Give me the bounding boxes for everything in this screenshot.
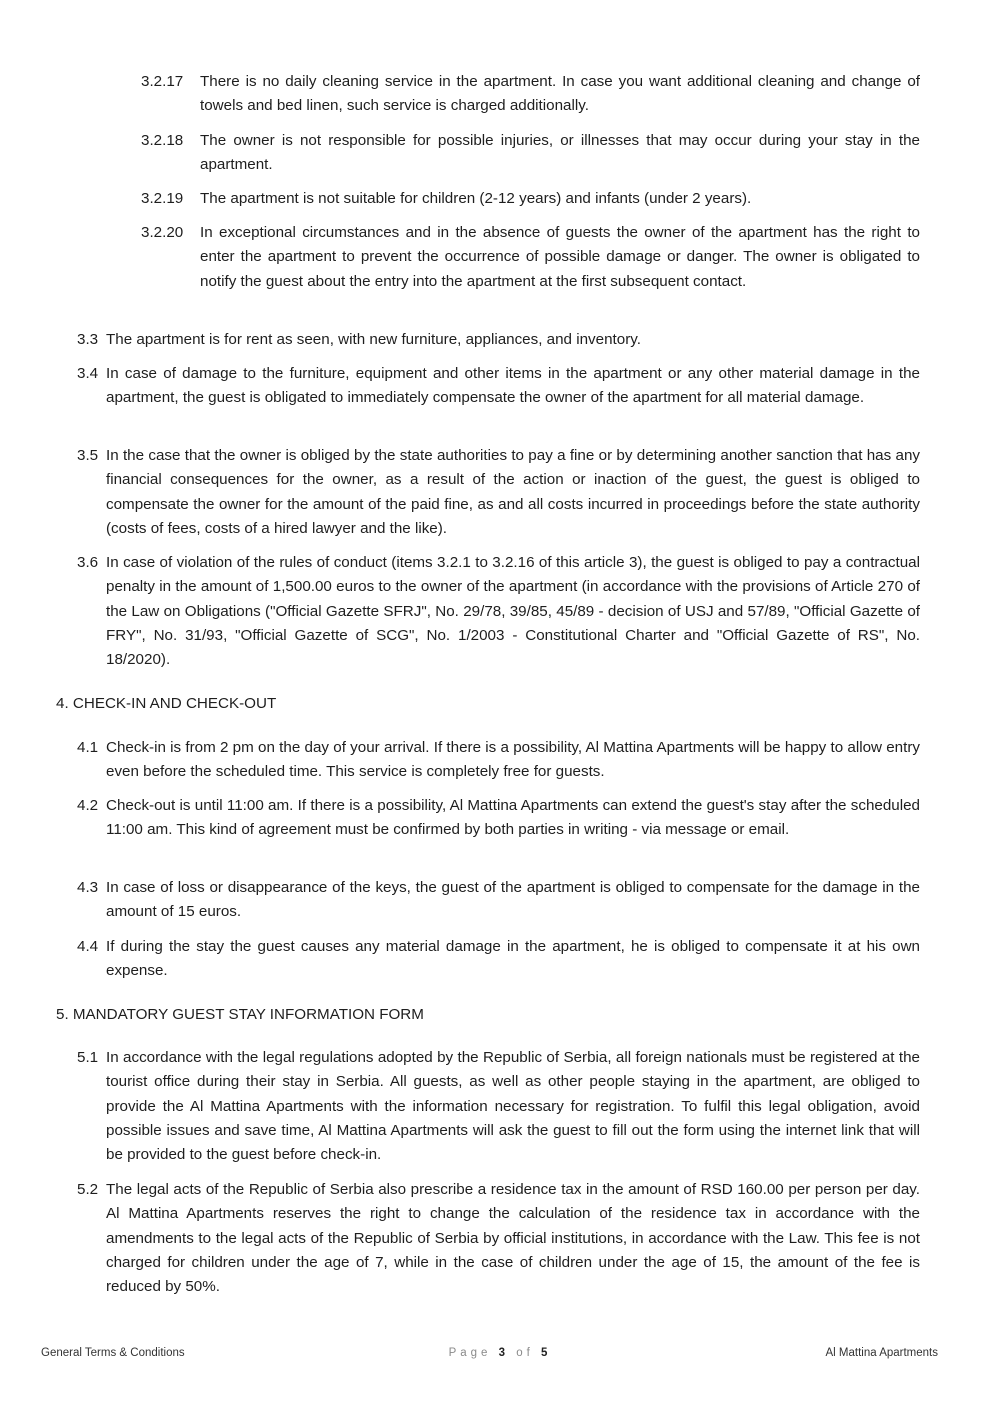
page-of: of [516, 1347, 534, 1359]
clause-number: 3.4 [77, 365, 99, 382]
page-word: Page [448, 1347, 492, 1359]
clause-4-1 [77, 736, 920, 785]
clause-number: 4.3 [77, 879, 99, 896]
clause-text: In case of damage to the furniture, equipment and other items in the apartment or any other material damage in the apartment, the guest is obligated to immediately compensate the owner of the apartment for all material damage. [106, 365, 920, 407]
clause-text: Check-in is from 2 pm on the day of your arrival. If there is a possibility, Al Mattina Apartments will be happy to allow entry even before the scheduled time. This service is completely free for guests. [106, 739, 920, 781]
clause-5-2 [77, 1178, 920, 1299]
clause-3-5 [77, 444, 920, 541]
clause-text: In the case that the owner is obliged by the state authorities to pay a fine or by determining another sanction that has any financial consequences for the owner, as a result of the action or inaction of the guest, the guest is obliged to compensate the owner for the amount of the paid fine, as and all costs incurred in proceedings before the state authority (costs of fees, costs of a hired lawyer and the like). [106, 447, 920, 537]
clause-3-4 [77, 362, 920, 411]
clause-number: 3.5 [77, 447, 99, 464]
clause-number: 3.2.19 [141, 190, 184, 207]
clause-text: There is no daily cleaning service in the apartment. In case you want additional cleaning and change of towels and bed linen, such service is charged additionally. [200, 73, 920, 115]
clause-3-2-19 [141, 187, 920, 211]
page-total: 5 [541, 1347, 552, 1359]
clause-number: 5.1 [77, 1049, 99, 1066]
clause-text: In accordance with the legal regulations adopted by the Republic of Serbia, all foreign nationals must be registered at the tourist office during their stay in Serbia. All guests, as well as other people staying in the apartment, are obliged to provide the Al Mattina Apartments with the information necessary for registration. To fulfil this legal obligation, avoid possible issues and save time, Al Mattina Apartments will ask the guest to fill out the form using the internet link that will be provided to the guest before check-in. [106, 1049, 920, 1164]
clause-3-3 [77, 328, 920, 352]
clause-number: 3.2.17 [141, 73, 184, 90]
footer-company-name: Al Mattina Apartments [825, 1347, 938, 1359]
footer-document-title: General Terms & Conditions [41, 1347, 185, 1359]
clause-3-2-17 [141, 70, 920, 119]
section-heading-5: 5. MANDATORY GUEST STAY INFORMATION FORM [56, 1006, 424, 1023]
clause-text: The owner is not responsible for possible injuries, or illnesses that may occur during your stay in the apartment. [200, 132, 920, 174]
clause-text: Check-out is until 11:00 am. If there is a possibility, Al Mattina Apartments can extend the guest's stay after the scheduled 11:00 am. This kind of agreement must be confirmed by both parties in writing - via message or email. [106, 797, 920, 839]
clause-number: 3.2.18 [141, 132, 184, 149]
clause-number: 4.1 [77, 739, 99, 756]
clause-number: 3.6 [77, 554, 99, 571]
clause-4-3 [77, 876, 920, 925]
clause-4-4 [77, 935, 920, 984]
clause-number: 5.2 [77, 1181, 99, 1198]
clause-text: In case of violation of the rules of conduct (items 3.2.1 to 3.2.16 of this article 3), the guest is obliged to pay a contractual penalty in the amount of 1,500.00 euros to the owner of the apartment (in accordance with the provisions of Article 270 of the Law on Obligations ("Official Gazette SFRJ", No. 29/78, 39/85, 45/89 - decision of USJ and 57/89, "Official Gazette of FRY", No. 31/93, "Official Gazette of SCG", No. 1/2003 - Constitutional Charter and "Official Gazette of RS", No. 18/2020). [106, 554, 920, 669]
clause-text: The apartment is not suitable for children (2-12 years) and infants (under 2 years). [200, 190, 752, 207]
clause-text: The apartment is for rent as seen, with new furniture, appliances, and inventory. [106, 331, 641, 348]
section-heading-4: 4. CHECK-IN AND CHECK-OUT [56, 695, 277, 712]
clause-text: The legal acts of the Republic of Serbia also prescribe a residence tax in the amount of RSD 160.00 per person per day. Al Mattina Apartments reserves the right to change the calculation of the residence tax in accordance with the amendments to the legal acts of the Republic of Serbia by official institutions, in accordance with the Law. This fee is not charged for children under the age of 7, while in the case of children under the age of 15, the amount of the fee is reduced by 50%. [106, 1181, 920, 1296]
clause-text: In exceptional circumstances and in the absence of guests the owner of the apartment has the right to enter the apartment to prevent the occurrence of possible damage or danger. The owner is obligated to notify the guest about the entry into the apartment at the first subsequent contact. [200, 224, 920, 290]
clause-number: 4.4 [77, 938, 99, 955]
clause-number: 4.2 [77, 797, 99, 814]
page-current: 3 [498, 1347, 510, 1359]
clause-3-2-20 [141, 221, 920, 294]
clause-number: 3.3 [77, 331, 99, 348]
clause-5-1 [77, 1046, 920, 1167]
clause-3-6 [77, 551, 920, 672]
clause-number: 3.2.20 [141, 224, 184, 241]
clause-text: In case of loss or disappearance of the keys, the guest of the apartment is obliged to compensate for the damage in the amount of 15 euros. [106, 879, 920, 921]
clause-text: If during the stay the guest causes any material damage in the apartment, he is obliged to compensate it at his own expense. [106, 938, 920, 980]
clause-4-2 [77, 794, 920, 843]
clause-3-2-18 [141, 129, 920, 178]
